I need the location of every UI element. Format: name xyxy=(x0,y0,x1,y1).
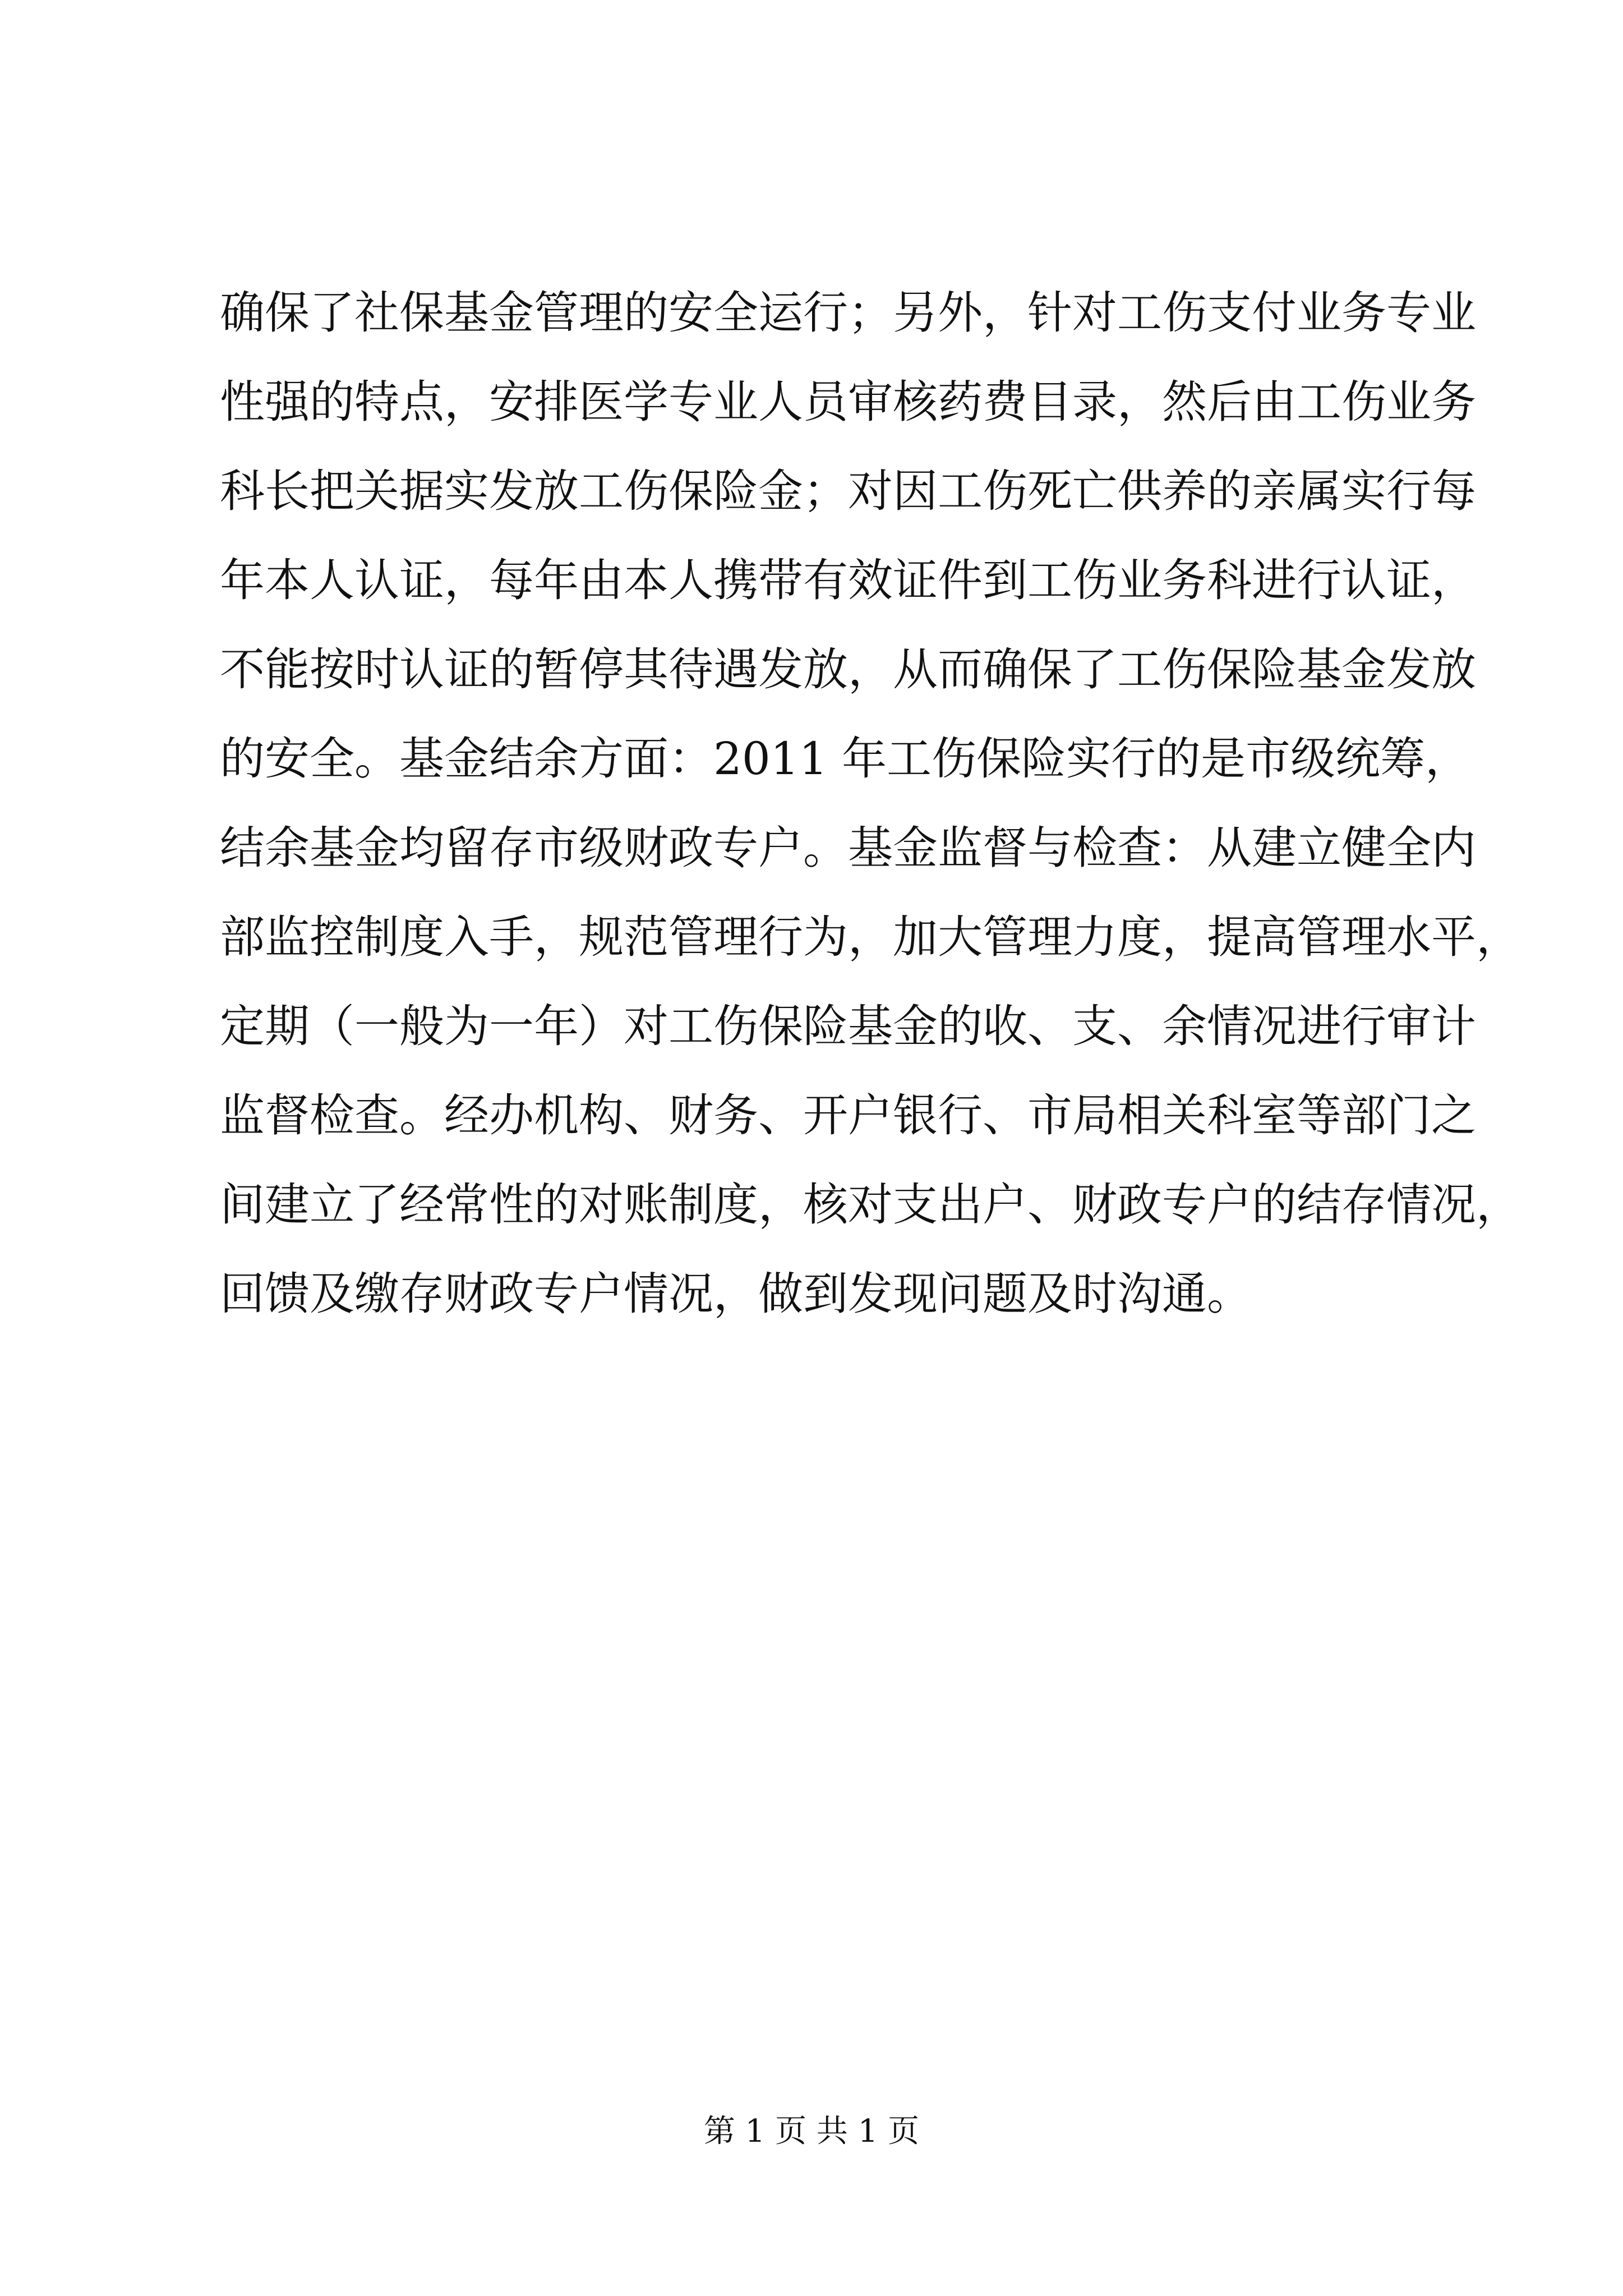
paragraph-line: 科长把关据实发放工伤保险金；对因工伤死亡供养的亲属实行每 xyxy=(220,465,1476,517)
paragraph-line: 不能按时认证的暂停其待遇发放，从而确保了工伤保险基金发放 xyxy=(220,643,1476,696)
paragraph-line: 性强的特点，安排医学专业人员审核药费目录，然后由工伤业务 xyxy=(220,376,1476,428)
paragraph-line: 年本人认证，每年由本人携带有效证件到工伤业务科进行认证， xyxy=(220,554,1476,606)
body-paragraph xyxy=(220,268,1521,1338)
paragraph-line: 定期（一般为一年）对工伤保险基金的收、支、余情况进行审计 xyxy=(220,1000,1476,1052)
page-number-footer: 第 1 页 共 1 页 xyxy=(703,2113,920,2150)
paragraph-line: 确保了社保基金管理的安全运行；另外，针对工伤支付业务专业 xyxy=(220,287,1476,339)
paragraph-line: 监督检查。经办机构、财务、开户银行、市局相关科室等部门之 xyxy=(220,1089,1476,1142)
paragraph-line: 的安全。基金结余方面：2011 年工伤保险实行的是市级统筹， xyxy=(220,733,1470,785)
paragraph-line: 间建立了经常性的对账制度，核对支出户、财政专户的结存情况， xyxy=(220,1179,1521,1231)
paragraph-line: 回馈及缴存财政专户情况，做到发现问题及时沟通。 xyxy=(220,1268,1252,1320)
paragraph-line: 部监控制度入手，规范管理行为，加大管理力度，提高管理水平， xyxy=(220,911,1521,963)
paragraph-line: 结余基金均留存市级财政专户。基金监督与检查：从建立健全内 xyxy=(220,822,1476,874)
